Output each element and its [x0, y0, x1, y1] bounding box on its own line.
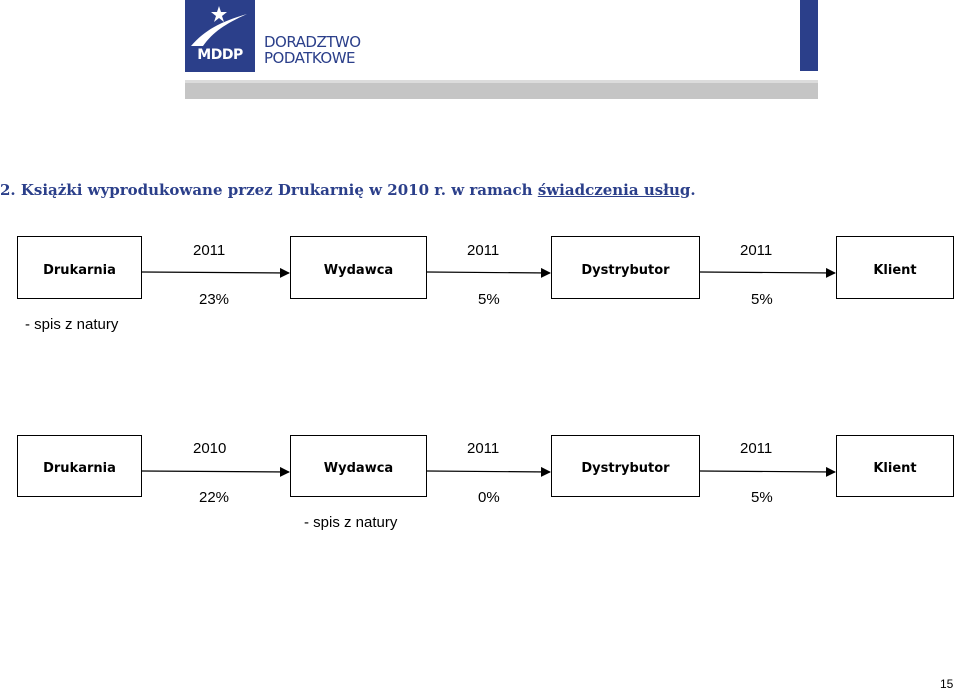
flow1-arrow-1	[142, 272, 289, 273]
logo-text: MDDP	[197, 47, 243, 63]
flow2-node-wydawca	[290, 435, 427, 497]
flow1-node-label: Wydawca	[323, 263, 394, 278]
flow2-arrow-3	[700, 471, 835, 472]
brand-line-1: DORADZTWO	[264, 33, 361, 51]
flow1-year-3: 2011	[740, 242, 773, 259]
flow2-percent-1: 22%	[199, 489, 230, 506]
flow1-node-label: Dystrybutor	[581, 263, 670, 278]
flow2-note: - spis z natury	[304, 514, 398, 531]
flow1-note: - spis z natury	[25, 316, 119, 333]
flow2-percent-3: 5%	[751, 489, 773, 506]
flow1-percent-1: 23%	[199, 291, 230, 308]
flow2-year-2: 2011	[467, 440, 500, 457]
flow1-node-klient	[836, 236, 954, 299]
flow2-percent-2: 0%	[478, 489, 500, 506]
flow2-year-3: 2011	[740, 440, 773, 457]
flow1-node-dystrybutor	[551, 236, 700, 299]
title-part-1: 2. Książki wyprodukowane przez Drukarnię w 2010 r. w ramach	[0, 181, 538, 199]
flow2-node-drukarnia	[17, 435, 142, 497]
brand-line-2: PODATKOWE	[264, 49, 356, 67]
flow2-arrow-2	[427, 471, 550, 472]
flow2-node-klient	[836, 435, 954, 497]
title-part-3: .	[690, 181, 696, 199]
flow2-arrow-1	[142, 471, 289, 472]
flow1-percent-3: 5%	[751, 291, 773, 308]
flow1-node-label: Drukarnia	[43, 263, 116, 278]
flow2-node-label: Klient	[873, 461, 917, 476]
flow1-percent-2: 5%	[478, 291, 500, 308]
flow1-year-2: 2011	[467, 242, 500, 259]
flow1-node-wydawca	[290, 236, 427, 299]
flow1-node-label: Klient	[873, 263, 917, 278]
flow1-node-drukarnia	[17, 236, 142, 299]
title-part-2: świadczenia usług	[537, 181, 691, 199]
flow2-node-label: Drukarnia	[43, 461, 116, 476]
flow2-year-1: 2010	[193, 440, 227, 457]
flow1-arrow-3	[700, 272, 835, 273]
flow1-year-1: 2011	[193, 242, 226, 259]
flow1-arrow-2	[427, 272, 550, 273]
flow2-node-dystrybutor	[551, 435, 700, 497]
flow2-node-label: Wydawca	[323, 461, 394, 476]
page-number: 15	[940, 677, 954, 691]
flow2-node-label: Dystrybutor	[581, 461, 670, 476]
